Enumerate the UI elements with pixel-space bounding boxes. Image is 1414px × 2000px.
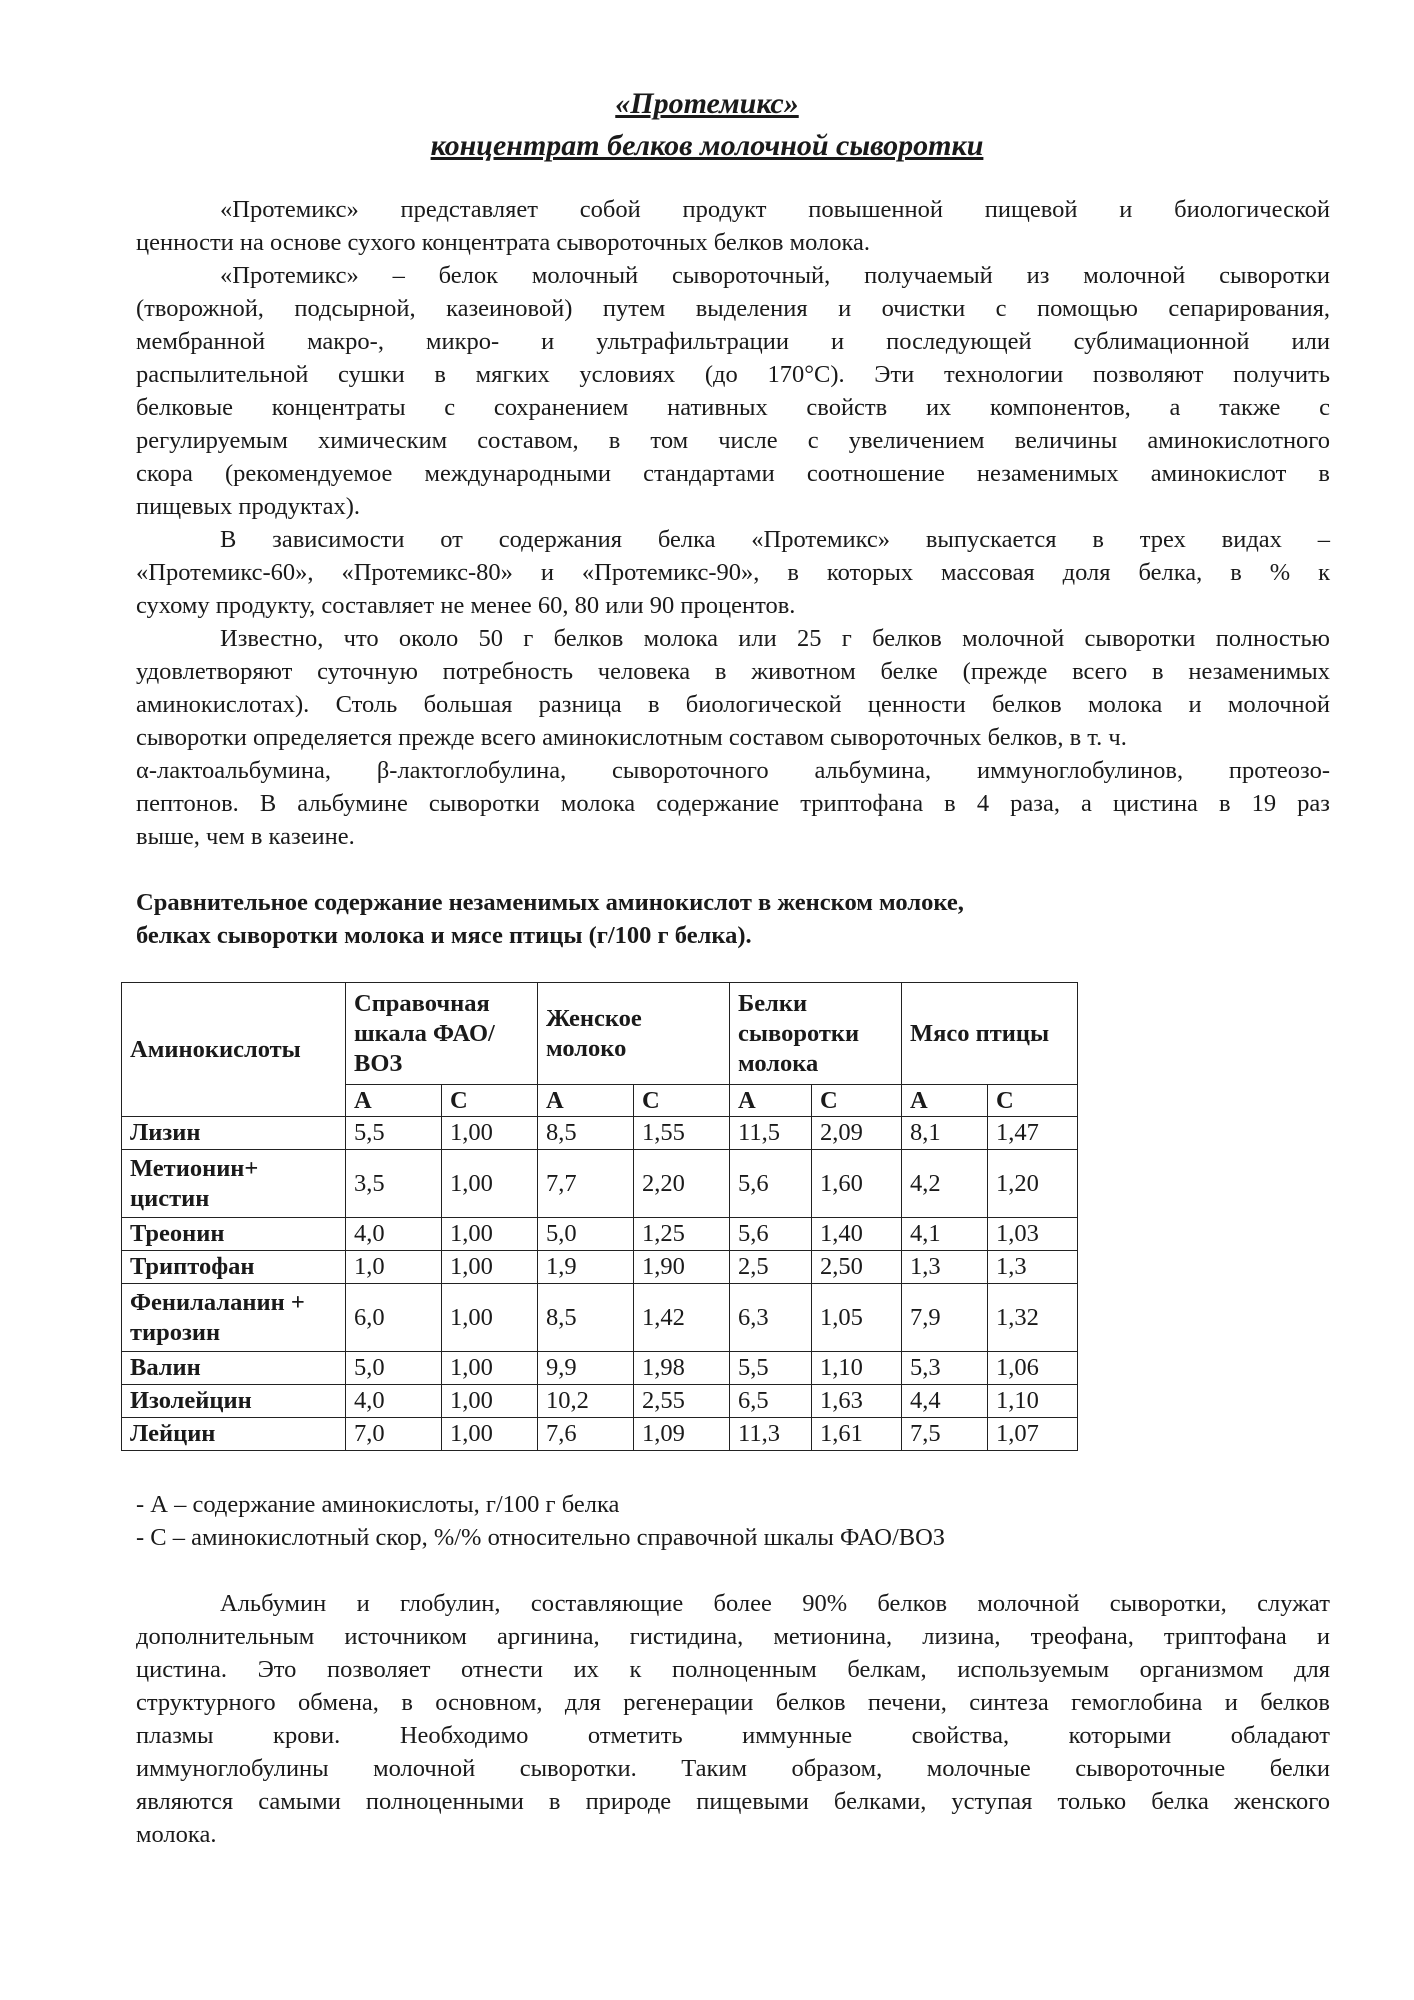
- intro-line: пептонов. В альбумине сыворотки молока содержание триптофана в 4 раза, а цистина в 19 раз: [136, 790, 1330, 817]
- value-a-cell: 6,5: [730, 1385, 812, 1418]
- value-c-cell: 2,55: [634, 1385, 730, 1418]
- value-a-cell: 5,5: [730, 1352, 812, 1385]
- table-header-row: [122, 983, 1078, 1085]
- intro-line: скора (рекомендуемое международными стандартами соотношение незаменимых аминокислот в: [136, 460, 1330, 487]
- value-a-cell: 8,1: [902, 1117, 988, 1150]
- value-a-cell: 8,5: [538, 1284, 634, 1352]
- amino-acid-name: Триптофан: [122, 1251, 346, 1284]
- intro-line: удовлетворяют суточную потребность человека в животном белке (прежде всего в незаменимых: [136, 658, 1330, 685]
- value-a-cell: 4,1: [902, 1218, 988, 1251]
- table-body: [122, 1117, 1078, 1451]
- value-c-cell: 1,63: [812, 1385, 902, 1418]
- value-c-cell: 1,00: [442, 1150, 538, 1218]
- value-a-cell: 7,0: [346, 1418, 442, 1451]
- value-a-cell: 1,9: [538, 1251, 634, 1284]
- closing-paragraph: [136, 1587, 1330, 1851]
- value-c-cell: 1,00: [442, 1284, 538, 1352]
- value-c-cell: 1,60: [812, 1150, 902, 1218]
- value-a-cell: 8,5: [538, 1117, 634, 1150]
- table-row: [122, 1284, 1078, 1352]
- value-a-cell: 9,9: [538, 1352, 634, 1385]
- closing-line: являются самыми полноценными в природе пищевыми белками, уступая только белка женского: [136, 1788, 1330, 1815]
- closing-line: иммуноглобулины молочной сыворотки. Таким образом, молочные сывороточные белки: [136, 1755, 1330, 1782]
- closing-line: дополнительным источником аргинина, гистидина, метионина, лизина, треофана, триптофана и: [136, 1623, 1330, 1650]
- value-c-cell: 1,40: [812, 1218, 902, 1251]
- closing-line: цистина. Это позволяет отнести их к полноценным белкам, используемым организмом для: [136, 1656, 1330, 1683]
- table-row: [122, 1117, 1078, 1150]
- sub-header-c: С: [988, 1085, 1078, 1117]
- closing-line: плазмы крови. Необходимо отметить иммунные свойства, которыми обладают: [136, 1722, 1330, 1749]
- intro-line: сухому продукту, составляет не менее 60, 80 или 90 процентов.: [136, 592, 796, 619]
- value-c-cell: 1,10: [988, 1385, 1078, 1418]
- value-c-cell: 1,00: [442, 1218, 538, 1251]
- col-header-fao: Справочная шкала ФАО/ВОЗ: [346, 983, 538, 1085]
- closing-line: молока.: [136, 1821, 217, 1848]
- doc-title-product: «Протемикс»: [615, 87, 799, 120]
- value-c-cell: 1,07: [988, 1418, 1078, 1451]
- value-c-cell: 1,00: [442, 1418, 538, 1451]
- closing-line: Альбумин и глобулин, составляющие более 90% белков молочной сыворотки, служат: [220, 1590, 1330, 1617]
- table-row: [122, 1418, 1078, 1451]
- value-a-cell: 7,6: [538, 1418, 634, 1451]
- intro-line: выше, чем в казеине.: [136, 823, 355, 850]
- value-c-cell: 1,00: [442, 1352, 538, 1385]
- value-c-cell: 1,20: [988, 1150, 1078, 1218]
- table-row: [122, 1218, 1078, 1251]
- value-c-cell: 1,90: [634, 1251, 730, 1284]
- intro-line: пищевых продуктах).: [136, 493, 360, 520]
- value-c-cell: 1,09: [634, 1418, 730, 1451]
- value-c-cell: 1,32: [988, 1284, 1078, 1352]
- value-c-cell: 1,00: [442, 1251, 538, 1284]
- value-a-cell: 4,4: [902, 1385, 988, 1418]
- value-c-cell: 1,05: [812, 1284, 902, 1352]
- value-a-cell: 5,3: [902, 1352, 988, 1385]
- value-a-cell: 5,0: [346, 1352, 442, 1385]
- value-c-cell: 2,09: [812, 1117, 902, 1150]
- intro-line: распылительной сушки в мягких условиях (до 170°С). Эти технологии позволяют получить: [136, 361, 1330, 388]
- value-a-cell: 6,3: [730, 1284, 812, 1352]
- value-a-cell: 1,3: [902, 1251, 988, 1284]
- value-c-cell: 1,10: [812, 1352, 902, 1385]
- value-c-cell: 1,00: [442, 1117, 538, 1150]
- value-a-cell: 5,6: [730, 1218, 812, 1251]
- value-a-cell: 2,5: [730, 1251, 812, 1284]
- value-a-cell: 3,5: [346, 1150, 442, 1218]
- intro-line: α-лактоальбумина, β-лактоглобулина, сывороточного альбумина, иммуноглобулинов, протеозо-: [136, 757, 1330, 784]
- sub-header-a: А: [730, 1085, 812, 1117]
- col-header-whey: Белки сыворотки молока: [730, 983, 902, 1085]
- intro-line: В зависимости от содержания белка «Протемикс» выпускается в трех видах –: [220, 526, 1330, 553]
- intro-line: ценности на основе сухого концентрата сывороточных белков молока.: [136, 229, 871, 256]
- table-row: [122, 1251, 1078, 1284]
- value-c-cell: 2,20: [634, 1150, 730, 1218]
- value-c-cell: 1,47: [988, 1117, 1078, 1150]
- value-a-cell: 7,7: [538, 1150, 634, 1218]
- value-c-cell: 1,61: [812, 1418, 902, 1451]
- intro-line: «Протемикс» представляет собой продукт повышенной пищевой и биологической: [220, 196, 1330, 223]
- value-c-cell: 1,25: [634, 1218, 730, 1251]
- sub-header-a: А: [346, 1085, 442, 1117]
- value-a-cell: 11,3: [730, 1418, 812, 1451]
- value-a-cell: 4,0: [346, 1385, 442, 1418]
- intro-line: белковые концентраты с сохранением нативных свойств их компонентов, а также с: [136, 394, 1330, 421]
- value-a-cell: 4,2: [902, 1150, 988, 1218]
- amino-acid-name: Метионин+ цистин: [122, 1150, 346, 1218]
- value-c-cell: 1,06: [988, 1352, 1078, 1385]
- intro-line: регулируемым химическим составом, в том числе с увеличением величины аминокислотного: [136, 427, 1330, 454]
- note-a: - А – содержание аминокислоты, г/100 г белка: [136, 1491, 620, 1518]
- amino-acid-name: Лизин: [122, 1117, 346, 1150]
- sub-header-c: С: [812, 1085, 902, 1117]
- amino-acid-name: Валин: [122, 1352, 346, 1385]
- intro-line: «Протемикс» – белок молочный сывороточный, получаемый из молочной сыворотки: [220, 262, 1330, 289]
- amino-acid-name: Изолейцин: [122, 1385, 346, 1418]
- value-a-cell: 7,5: [902, 1418, 988, 1451]
- value-a-cell: 5,0: [538, 1218, 634, 1251]
- sub-header-c: С: [442, 1085, 538, 1117]
- sub-header-a: А: [902, 1085, 988, 1117]
- table-caption-line1: Сравнительное содержание незаменимых аминокислот в женском молоке,: [136, 889, 964, 916]
- value-c-cell: 2,50: [812, 1251, 902, 1284]
- value-a-cell: 5,5: [346, 1117, 442, 1150]
- intro-line: аминокислотах). Столь большая разница в биологической ценности белков молока и молочной: [136, 691, 1330, 718]
- col-header-amino: Аминокислоты: [122, 983, 346, 1117]
- value-a-cell: 7,9: [902, 1284, 988, 1352]
- table-row: [122, 1150, 1078, 1218]
- table-row: [122, 1385, 1078, 1418]
- sub-header-c: С: [634, 1085, 730, 1117]
- value-a-cell: 1,0: [346, 1251, 442, 1284]
- value-c-cell: 1,3: [988, 1251, 1078, 1284]
- col-header-poultry: Мясо птицы: [902, 983, 1078, 1085]
- value-a-cell: 4,0: [346, 1218, 442, 1251]
- value-c-cell: 1,98: [634, 1352, 730, 1385]
- intro-line: сыворотки определяется прежде всего аминокислотным составом сывороточных белков, в т. ч.: [136, 724, 1127, 751]
- note-c: - С – аминокислотный скор, %/% относительно справочной шкалы ФАО/ВОЗ: [136, 1524, 946, 1551]
- intro-line: «Протемикс-60», «Протемикс-80» и «Протемикс-90», в которых массовая доля белка, в % к: [136, 559, 1330, 586]
- value-a-cell: 6,0: [346, 1284, 442, 1352]
- intro-paragraphs: [136, 193, 1330, 853]
- amino-acid-name: Фенилаланин + тирозин: [122, 1284, 346, 1352]
- value-c-cell: 1,42: [634, 1284, 730, 1352]
- value-c-cell: 1,03: [988, 1218, 1078, 1251]
- doc-title-subtitle: концентрат белков молочной сыворотки: [430, 129, 984, 162]
- amino-acid-name: Треонин: [122, 1218, 346, 1251]
- value-c-cell: 1,00: [442, 1385, 538, 1418]
- value-a-cell: 5,6: [730, 1150, 812, 1218]
- intro-line: мембранной макро-, микро- и ультрафильтрации и последующей сублимационной или: [136, 328, 1330, 355]
- value-a-cell: 10,2: [538, 1385, 634, 1418]
- col-header-human-milk: Женское молоко: [538, 983, 730, 1085]
- intro-line: (творожной, подсырной, казеиновой) путем выделения и очистки с помощью сепарирования,: [136, 295, 1330, 322]
- amino-acid-table: [121, 982, 1078, 1451]
- intro-line: Известно, что около 50 г белков молока или 25 г белков молочной сыворотки полностью: [220, 625, 1330, 652]
- closing-line: структурного обмена, в основном, для регенерации белков печени, синтеза гемоглобина и белков: [136, 1689, 1330, 1716]
- table-caption-line2: белках сыворотки молока и мясе птицы (г/100 г белка).: [136, 922, 752, 949]
- amino-acid-name: Лейцин: [122, 1418, 346, 1451]
- table-row: [122, 1352, 1078, 1385]
- value-c-cell: 1,55: [634, 1117, 730, 1150]
- sub-header-a: А: [538, 1085, 634, 1117]
- value-a-cell: 11,5: [730, 1117, 812, 1150]
